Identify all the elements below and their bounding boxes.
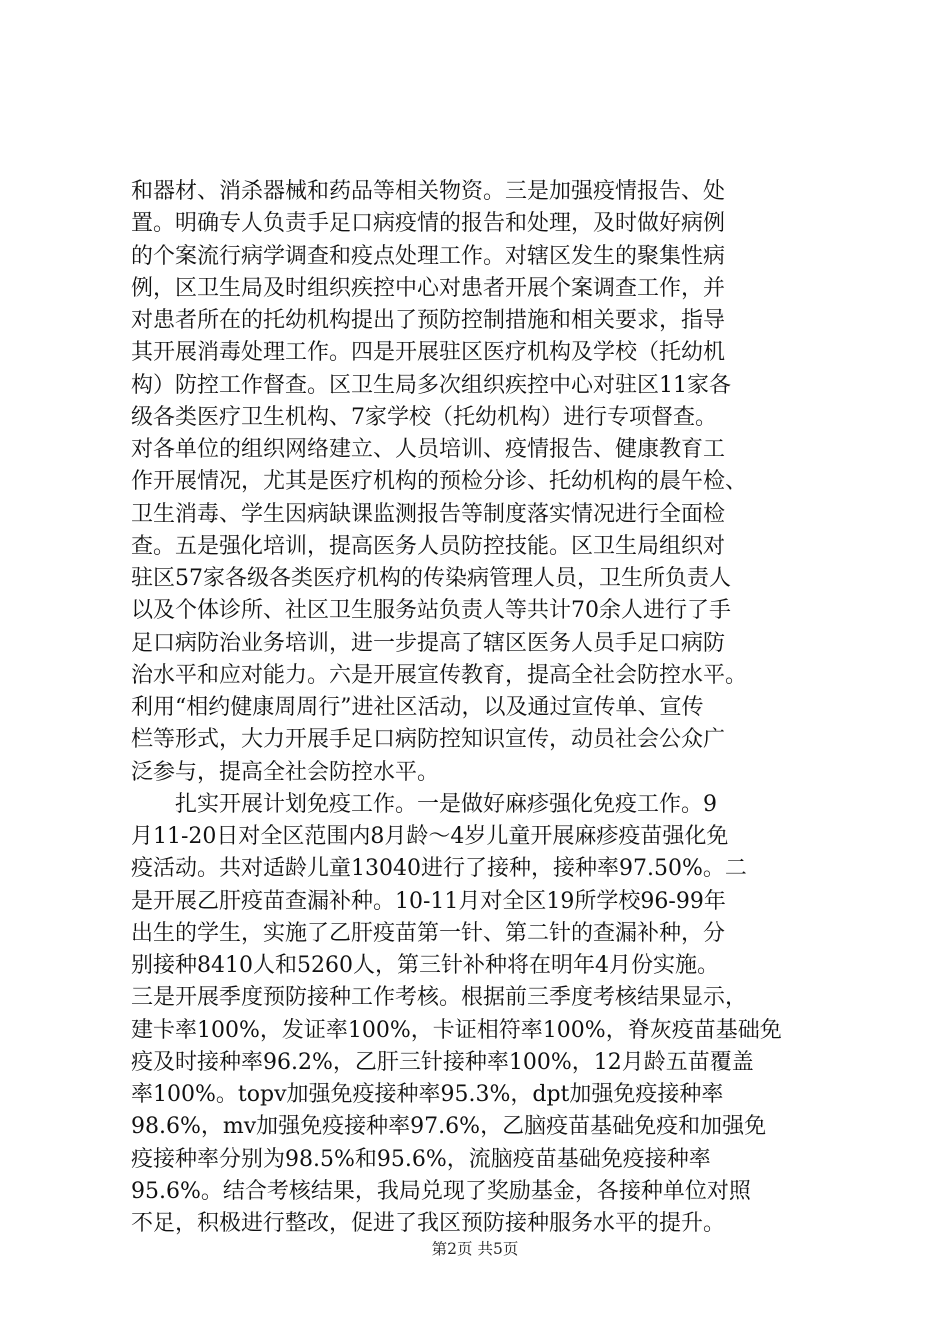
text-line: 和器材、消杀器械和药品等相关物资。三是加强疫情报告、处: [131, 179, 726, 204]
text-line: 构）防控工作督查。区卫生局多次组织疾控中心对驻区11家各: [131, 372, 731, 398]
text-line: 建卡率100%，发证率100%，卡证相符率100%，脊灰疫苗基础免: [131, 1017, 782, 1043]
text-line: 95.6%。结合考核结果，我局兑现了奖励基金，各接种单位对照: [131, 1178, 751, 1204]
text-line: 疫接种率分别为98.5%和95.6%，流脑疫苗基础免疫接种率: [131, 1146, 711, 1172]
text-line: 泛参与，提高全社会防控水平。: [131, 759, 440, 785]
paragraph-immunization: [131, 789, 831, 1241]
text-line: 作开展情况，尤其是医疗机构的预检分诊、托幼机构的晨午检、: [131, 469, 748, 495]
page-number-footer: 第2页 共5页: [431, 1240, 519, 1258]
text-line: 卫生消毒、学生因病缺课监测报告等制度落实情况进行全面检: [131, 501, 726, 527]
document-body: [131, 176, 831, 1240]
text-line: 置。明确专人负责手足口病疫情的报告和处理，及时做好病例: [131, 211, 726, 237]
text-line: 足口病防治业务培训，进一步提高了辖区医务人员手足口病防: [131, 630, 726, 656]
text-line: 对患者所在的托幼机构提出了预防控制措施和相关要求，指导: [131, 308, 726, 333]
text-line: 级各类医疗卫生机构、7家学校（托幼机构）进行专项督查。: [131, 404, 717, 430]
text-line: 三是开展季度预防接种工作考核。根据前三季度考核结果显示，: [131, 985, 748, 1011]
text-line: 其开展消毒处理工作。四是开展驻区医疗机构及学校（托幼机: [131, 340, 726, 366]
text-line: 疫活动。共对适龄儿童13040进行了接种，接种率97.50%。二: [131, 856, 747, 882]
text-line: 是开展乙肝疫苗查漏补种。10-11月对全区19所学校96-99年: [131, 888, 726, 914]
text-line: 查。五是强化培训，提高医务人员防控技能。区卫生局组织对: [131, 533, 726, 559]
text-line: 驻区57家各级各类医疗机构的传染病管理人员，卫生所负责人: [131, 566, 731, 591]
text-line: 出生的学生，实施了乙肝疫苗第一针、第二针的查漏补种，分: [131, 920, 726, 946]
text-line: 月11-20日对全区范围内8月龄～4岁儿童开展麻疹疫苗强化免: [131, 824, 729, 849]
text-line: 疫及时接种率96.2%，乙肝三针接种率100%，12月龄五苗覆盖: [131, 1049, 754, 1075]
paragraph-epidemic-control: [131, 176, 831, 789]
text-line: 治水平和应对能力。六是开展宣传教育，提高全社会防控水平。: [131, 662, 748, 688]
text-line: 率100%。topv加强免疫接种率95.3%，dpt加强免疫接种率: [131, 1082, 724, 1107]
text-line: 98.6%，mv加强免疫接种率97.6%，乙脑疫苗基础免疫和加强免: [131, 1114, 767, 1140]
text-line: 的个案流行病学调查和疫点处理工作。对辖区发生的聚集性病: [131, 243, 726, 269]
text-line: 利用“相约健康周周行”进社区活动，以及通过宣传单、宣传: [131, 695, 704, 720]
text-line: 别接种8410人和5260人，第三针补种将在明年4月份实施。: [131, 953, 719, 978]
text-line: 栏等形式，大力开展手足口病防控知识宣传，动员社会公众广: [131, 727, 726, 753]
text-line: 例，区卫生局及时组织疾控中心对患者开展个案调查工作，并: [131, 275, 726, 301]
text-line-first: 扎实开展计划免疫工作。一是做好麻疹强化免疫工作。9: [175, 791, 717, 817]
text-line: 不足，积极进行整改，促进了我区预防接种服务水平的提升。: [131, 1211, 726, 1236]
text-line: 以及个体诊所、社区卫生服务站负责人等共计70余人进行了手: [131, 598, 731, 624]
text-line: 对各单位的组织网络建立、人员培训、疫情报告、健康教育工: [131, 437, 726, 462]
